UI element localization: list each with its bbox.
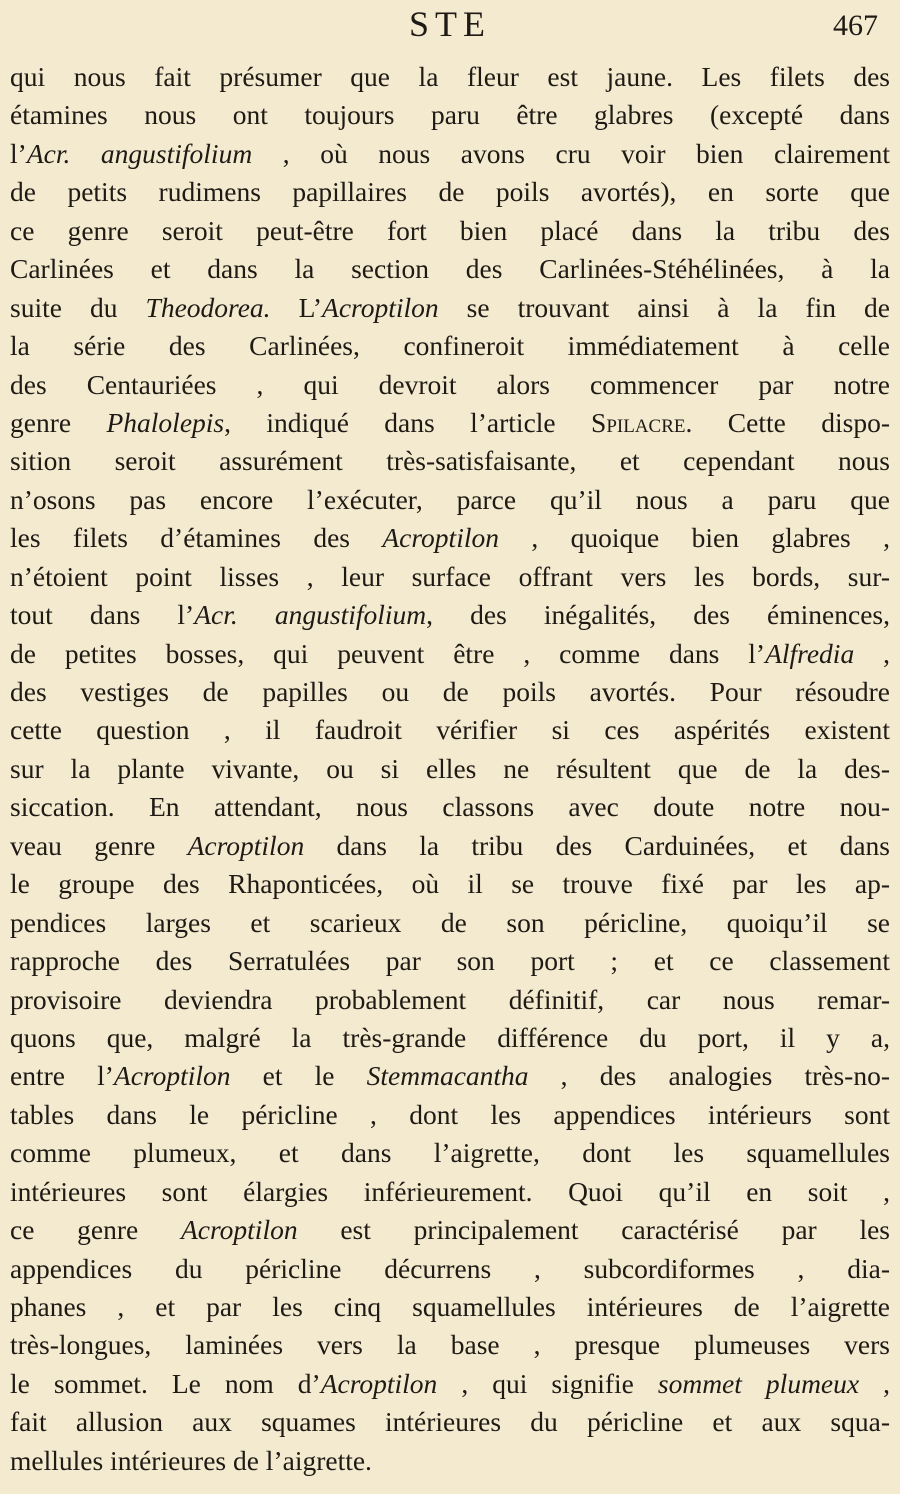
text-segment: cette question , il faudroit vérifier si ces aspérités existent xyxy=(10,714,890,746)
text-segment: , des inégalités, des éminences, xyxy=(426,599,890,631)
text-line xyxy=(10,711,890,749)
text-segment: siccation. En attendant, nous classons avec doute notre nou- xyxy=(10,791,890,823)
running-head xyxy=(10,0,890,58)
text-segment: Cette dispo- xyxy=(692,406,890,438)
text-line xyxy=(10,327,890,365)
italic-text: Phalolepis xyxy=(106,406,225,438)
text-line xyxy=(10,635,890,673)
text-line xyxy=(10,519,890,557)
text-line xyxy=(10,596,890,634)
text-line xyxy=(10,366,890,404)
text-segment: sition seroit assurément très-satisfaisante, et cependant nous xyxy=(10,445,890,477)
text-line xyxy=(10,981,890,1019)
text-segment: rapproche des Serratulées par son port ; et ce classement xyxy=(10,945,890,977)
text-segment: phanes , et par les cinq squamellules intérieures de l’aigrette xyxy=(10,1291,890,1322)
text-line xyxy=(10,904,890,942)
text-segment: , indiqué dans l’article xyxy=(224,406,592,438)
text-segment: des vestiges de papilles ou de poils avortés. Pour résoudre xyxy=(10,676,890,707)
text-line xyxy=(10,558,890,596)
text-segment: ce genre xyxy=(10,1214,181,1246)
italic-text: Acroptilon xyxy=(382,522,499,554)
small-caps-text: Spilacre. xyxy=(591,406,693,438)
text-line xyxy=(10,827,890,865)
text-line xyxy=(10,481,890,519)
text-line xyxy=(10,673,890,711)
italic-text: Acr. angustifolium xyxy=(194,599,427,631)
text-segment: suite du xyxy=(10,291,146,323)
text-line xyxy=(10,135,890,173)
text-segment: provisoire deviendra probablement définitif, car nous remar- xyxy=(10,983,890,1015)
text-line xyxy=(10,750,890,788)
text-segment: tout dans l’ xyxy=(10,599,195,631)
text-line xyxy=(10,404,890,442)
text-segment: se trouvant ainsi à la fin de xyxy=(438,291,890,323)
text-line xyxy=(10,1173,890,1211)
italic-text: sommet plumeux xyxy=(657,1367,860,1399)
text-line xyxy=(10,1288,890,1326)
text-line xyxy=(10,1403,890,1441)
page-number: 467 xyxy=(833,9,878,42)
text-segment: les filets d’étamines des xyxy=(10,522,383,554)
text-line xyxy=(10,173,890,211)
text-line xyxy=(10,788,890,826)
text-segment: L’ xyxy=(270,291,323,323)
italic-text: Theodorea. xyxy=(145,291,271,323)
text-segment: comme plumeux, et dans l’aigrette, dont les squamellules xyxy=(10,1137,890,1169)
text-segment: très-longues, laminées vers la base , presque plumeuses vers xyxy=(10,1329,890,1361)
text-segment: mellules intérieures de l’aigrette. xyxy=(10,1444,372,1476)
text-line xyxy=(10,1096,890,1134)
italic-text: Acroptilon xyxy=(113,1060,231,1092)
text-segment: le sommet. Le nom d’ xyxy=(10,1367,321,1399)
text-segment: , des analogies très-no- xyxy=(528,1060,890,1092)
text-segment: , xyxy=(854,637,890,669)
text-line xyxy=(10,1211,890,1249)
text-segment: , quoique bien glabres , xyxy=(498,522,890,554)
text-line xyxy=(10,1442,890,1480)
body-text xyxy=(10,58,890,1480)
text-segment: , xyxy=(859,1367,890,1399)
italic-text: Stemmacantha xyxy=(366,1060,529,1092)
text-line xyxy=(10,1250,890,1288)
text-segment: fait allusion aux squames intérieures du péricline et aux squa- xyxy=(10,1406,890,1438)
text-segment: est principalement caractérisé par les xyxy=(297,1214,890,1246)
text-segment: n’osons pas encore l’exécuter, parce qu’il nous a paru que xyxy=(10,483,890,515)
text-segment: quons que, malgré la très-grande différence du port, il y a, xyxy=(10,1021,890,1053)
text-line xyxy=(10,212,890,250)
text-line xyxy=(10,250,890,288)
text-segment: appendices du péricline décurrens , subcordiformes , dia- xyxy=(10,1252,890,1284)
text-line xyxy=(10,58,890,96)
text-segment: , qui signifie xyxy=(437,1367,658,1399)
text-line xyxy=(10,442,890,480)
text-segment: des Centauriées , qui devroit alors commencer par notre xyxy=(10,368,890,400)
running-head-title: STE xyxy=(408,4,491,44)
text-segment: de petites bosses, qui peuvent être , comme dans l’ xyxy=(10,637,766,669)
text-line xyxy=(10,96,890,134)
italic-text: Acroptilon xyxy=(320,1367,438,1399)
text-line xyxy=(10,289,890,327)
text-segment: n’étoient point lisses , leur surface offrant vers les bords, sur- xyxy=(10,560,890,592)
text-line xyxy=(10,1365,890,1403)
text-line xyxy=(10,1134,890,1172)
text-segment: sur la plante vivante, ou si elles ne résultent que de la des- xyxy=(10,752,890,784)
text-line xyxy=(10,942,890,980)
text-segment: le groupe des Rhaponticées, où il se trouve fixé par les ap- xyxy=(10,868,890,900)
italic-text: Acr. angustifolium xyxy=(26,137,253,169)
text-segment: veau genre xyxy=(10,829,188,861)
text-line xyxy=(10,1057,890,1095)
text-line xyxy=(10,1326,890,1364)
text-segment: de petits rudimens papillaires de poils avortés), en sorte que xyxy=(10,176,890,208)
text-line xyxy=(10,1019,890,1057)
text-segment: ce genre seroit peut-être fort bien placé dans la tribu des xyxy=(10,214,890,246)
text-line xyxy=(10,865,890,903)
text-segment: et le xyxy=(230,1060,367,1092)
text-segment: l’ xyxy=(10,137,27,169)
text-segment: qui nous fait présumer que la fleur est jaune. Les filets des xyxy=(10,61,890,92)
text-segment: dans la tribu des Carduinées, et dans xyxy=(304,829,890,861)
text-segment: Carlinées et dans la section des Carlinées-Stéhélinées, à la xyxy=(10,253,890,285)
text-segment: genre xyxy=(10,406,107,438)
italic-text: Acroptilon xyxy=(187,829,305,861)
text-segment: , où nous avons cru voir bien clairement xyxy=(252,137,891,169)
italic-text: Acroptilon xyxy=(180,1214,298,1246)
text-segment: intérieures sont élargies inférieurement. Quoi qu’il en soit , xyxy=(10,1175,890,1207)
italic-text: Acroptilon xyxy=(322,291,439,323)
italic-text: Alfredia xyxy=(765,637,855,669)
text-segment: étamines nous ont toujours paru être glabres (excepté dans xyxy=(10,99,890,131)
text-segment: entre l’ xyxy=(10,1060,114,1092)
text-segment: tables dans le péricline , dont les appendices intérieurs sont xyxy=(10,1098,890,1130)
text-segment: pendices larges et scarieux de son péricline, quoiqu’il se xyxy=(10,906,890,938)
text-segment: la série des Carlinées, confineroit immédiatement à celle xyxy=(10,330,890,362)
